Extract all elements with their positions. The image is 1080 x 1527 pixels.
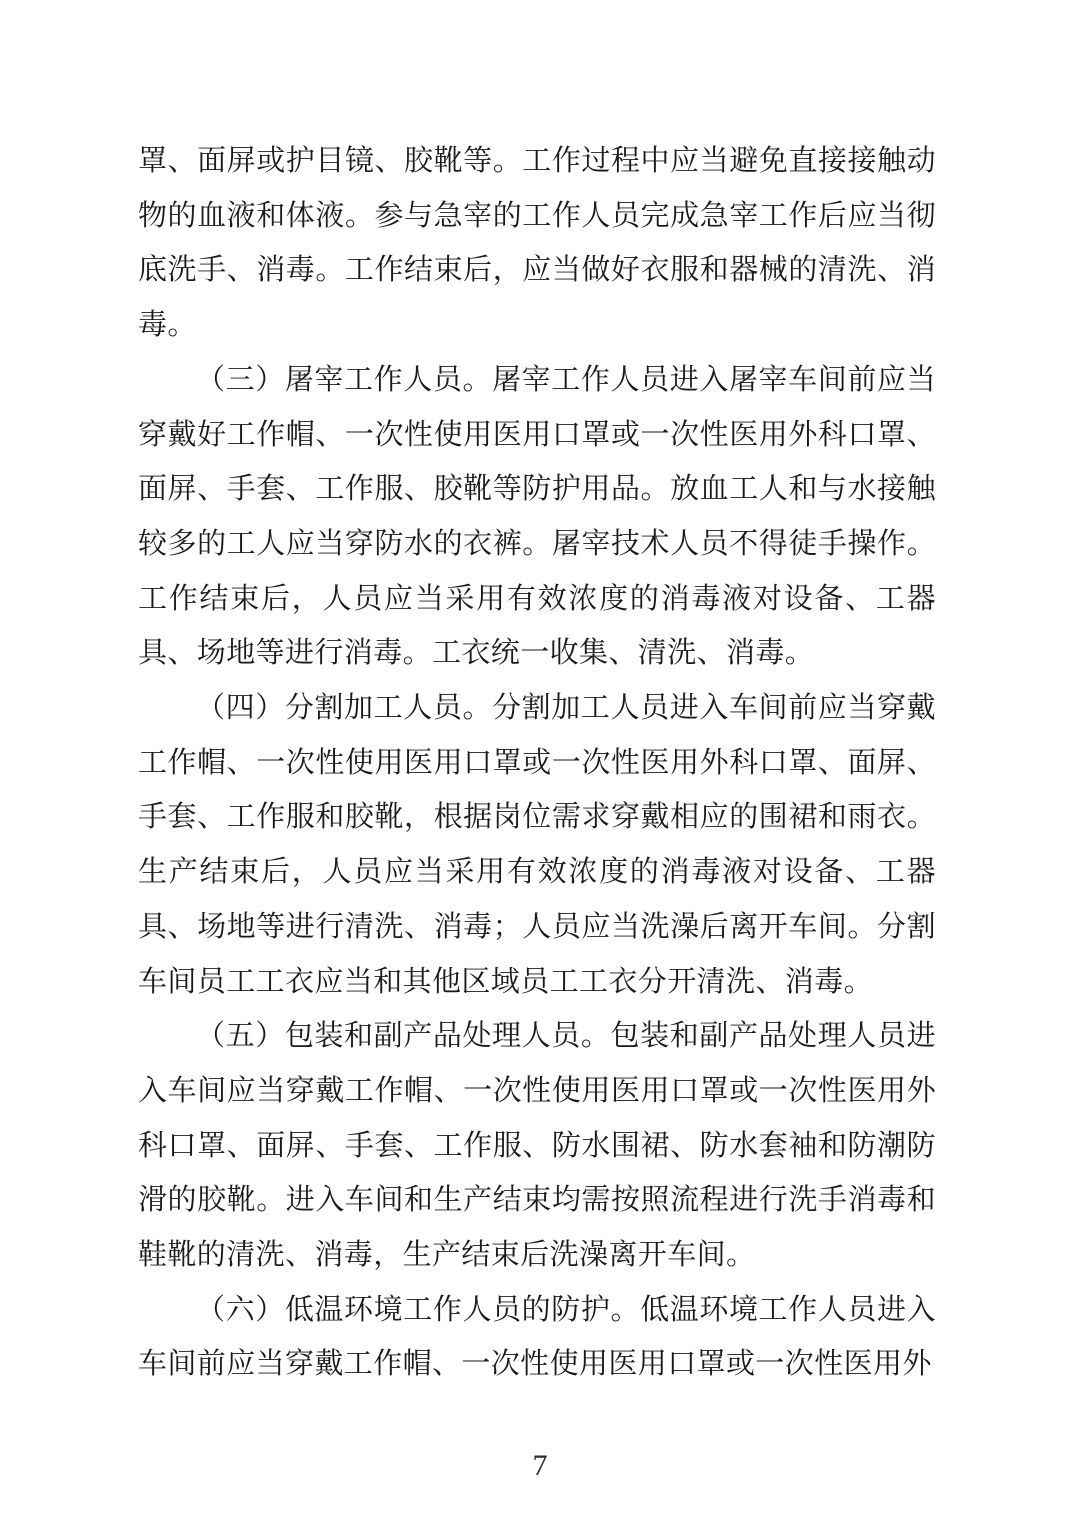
body-paragraph-section-6: （六）低温环境工作人员的防护。低温环境工作人员进入车间前应当穿戴工作帽、一次性使用医用口罩或一次性医用外 bbox=[138, 1293, 936, 1381]
body-paragraph-section-4: （四）分割加工人员。分割加工人员进入车间前应当穿戴工作帽、一次性使用医用口罩或一次性医用外科口罩、面屏、手套、工作服和胶靴，根据岗位需求穿戴相应的围裙和雨衣。生产结束后，人员应当采用有效浓度的消毒液对设备、工器具、场地等进行清洗、消毒；人员应当洗澡后离开车间。分割车间员工工衣应当和其他区域员工工衣分开清洗、消毒。 bbox=[138, 692, 936, 998]
document-body bbox=[138, 134, 936, 1392]
page-number: 7 bbox=[532, 1449, 548, 1482]
body-paragraph-section-5: （五）包装和副产品处理人员。包装和副产品处理人员进入车间应当穿戴工作帽、一次性使用医用口罩或一次性医用外科口罩、面屏、手套、工作服、防水围裙、防水套袖和防潮防滑的胶靴。进入车间和生产结束均需按照流程进行洗手消毒和鞋靴的清洗、消毒，生产结束后洗澡离开车间。 bbox=[138, 1020, 936, 1272]
page-footer bbox=[0, 1449, 1080, 1483]
body-paragraph-section-3: （三）屠宰工作人员。屠宰工作人员进入屠宰车间前应当穿戴好工作帽、一次性使用医用口罩或一次性医用外科口罩、面屏、手套、工作服、胶靴等防护用品。放血工人和与水接触较多的工人应当穿防水的衣裤。屠宰技术人员不得徒手操作。工作结束后，人员应当采用有效浓度的消毒液对设备、工器具、场地等进行消毒。工衣统一收集、清洗、消毒。 bbox=[138, 363, 936, 670]
body-paragraph-continuation: 罩、面屏或护目镜、胶靴等。工作过程中应当避免直接接触动物的血液和体液。参与急宰的工作人员完成急宰工作后应当彻底洗手、消毒。工作结束后，应当做好衣服和器械的清洗、消毒。 bbox=[138, 145, 936, 342]
